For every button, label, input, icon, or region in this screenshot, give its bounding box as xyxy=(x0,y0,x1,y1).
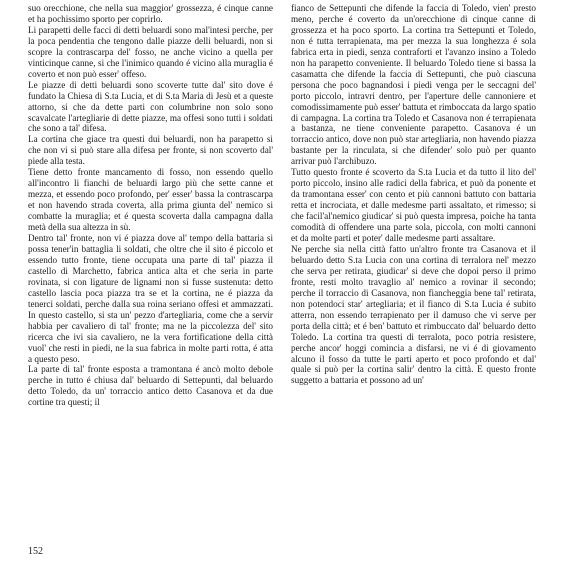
paragraph: Tutto questo fronte é scoverto da S.ta Lucia et da tutto il lito del' porto piccolo, insino alle radici della fabrica, et può da ponente et da tramontana esser' con cento et più cannoni battuto con battaria retta et incrociata, et dalle medesme parti assaltato, et rimesso; si che facil'al'nemico giudicar' si può questa impresa, poiche ha tanta comodità di offendere una parte sola, piccola, con molti cannoni et da molte parti et poter' dalle medesme parti assaltare. xyxy=(291,167,536,244)
paragraph: suo orecchione, che nella sua maggior' grossezza, é cinque canne et ha pochissimo sporto per coprirlo. xyxy=(28,3,273,24)
paragraph: La parte di tal' fronte esposta a tramontana é ancò molto debole perche in tutto é chiusa dal' beluardo di Settepunti, dal beluardo detto Toledo, da un' torraccio antico detto Casanova et da due cortine tra questi; il xyxy=(28,364,273,408)
paragraph: Le piazze di detti beluardi sono scoverte tutte dal' sito dove é fundato la Chiesa di S.ta Lucia, et di S.ta Maria di Jesù et a queste attorno, si che da dette parti con columbrine non solo sono scavalcate l'artegliarie di dette piazze, ma offesi sono tutti i soldati che sono a tal' difesa. xyxy=(28,79,273,134)
paragraph: fianco de Settepunti che difende la faccia di Toledo, vien' presto meno, perche é coverto da un'orecchione di cinque canne di grossezza et ha poco sporto. La cortina tra Settepunti et Toledo, non é tutta terrapienata, ma per mezza la sua longhezza é sola fabrica erta in piedi, senza contraforti et l'avanzo insino a Toledo non ha parapetto conveniente. Il beluardo Toledo tiene si bassa la casamatta che difende la faccia di Settepunti, che può ciascuna persona che poco bagnandosi i piedi venga per le seccagni del' porto piccolo, intravri dentro, per l'aperture delle cannoniere et comodissimamente può esser' battuta et rimboccata da largo spatio di campagna. La cortina tra Toledo et Casanova non é terrapienata a bastanza, ne tiene conveniente parapetto. Casanova é un torraccio antico, dove non può star artegliaria, non havendo piazza bastante per la rinculata, si che difender' solo può per quanto arrivar può l'archibuzo. xyxy=(291,3,536,167)
paragraph: Ne perche sia nella città fatto un'altro fronte tra Casanova et il beluardo detto S.ta Lucia con una cortina di terralora nel' mezzo che serva per retirata, giudicar' si deve che dopoi perso il primo fronte, resti molto travaglio al' nemico a rovinar il secondo; perche il torraccio di Casanova, non fiancheggia bene tal' retirata, non potendoci star' artegliaria; et il fianco di S.ta Lucia é subito atterra, non essendo terrapienato per il damuso che vi serve per porta della città; et é ben' battuto et rimbuccato dal' beluardo detto Toledo. La cortina tra questi di terralota, poco potria resistere, perche ancor' hoggi comincia a disfarsi, ne vi é di giovamento alcuno il fosso da tutte le parti aperto et poco profondo et dal' quale si può per la cortina salir' dentro la città. E questo fronte suggetto a battaria et possono ad un' xyxy=(291,243,536,386)
paragraph: Li parapetti delle facci di detti beluardi sono mal'intesi perche, per la poca pendentia che tengono dalle piazze delli beluardi, non si scopre la contrascarpa del' fosso, ne anche vicino a quella per vinticinque canne, si che l'inimico quando é vicino alla muraglia é coverto et non può esser' offeso. xyxy=(28,24,273,79)
right-text-column xyxy=(291,3,536,386)
paragraph: Tiene detto fronte mancamento di fosso, non essendo quello all'incontro li fianchi de beluardi largo più che sette canne et mezza, et essendo poco profondo, per' esser' bassa la contrascarpa et non havendo strada coverta, alla prima giunta del' nemico si combatte la muraglia; et é questa scoverta dalla campagna dalla metà della sua altezza in sù. xyxy=(28,167,273,233)
paragraph: La cortina che giace tra questi dui beluardi, non ha parapetto si che non vi si può stare alla difesa per fronte, si non scoverto dal' piede alla testa. xyxy=(28,134,273,167)
page-number: 152 xyxy=(28,546,43,557)
left-text-column xyxy=(28,3,273,408)
paragraph: Dentro tal' fronte, non vi é piazza dove al' tempo della battaria si possa tener'in battaglia li soldati, che oltre che il sito é piccolo et essendo tutto fronte, tiene occupata una parte di tal' piazza il castello di Marchetto, fabrica antica alta et che seria in parte rovinata, si con ligature de lignami non si fusse sustenuta: detto castello lascia poca piazza tra se et la cortina, ne é piazza da tenerci soldati, perche dalla sua roina seriano offesi et ammazzati. In questo castello, si sta un' pezzo d'artegliaria, come che a servir habbia per cavaliero di tal' fronte; ma ne la piccolezza del' sito ricerca che ivi sia cavaliero, ne la vera fortificatione della città vuol' che resti in piedi, ne la sua fabrica in molte parti rotta, é atta a questo peso. xyxy=(28,233,273,364)
